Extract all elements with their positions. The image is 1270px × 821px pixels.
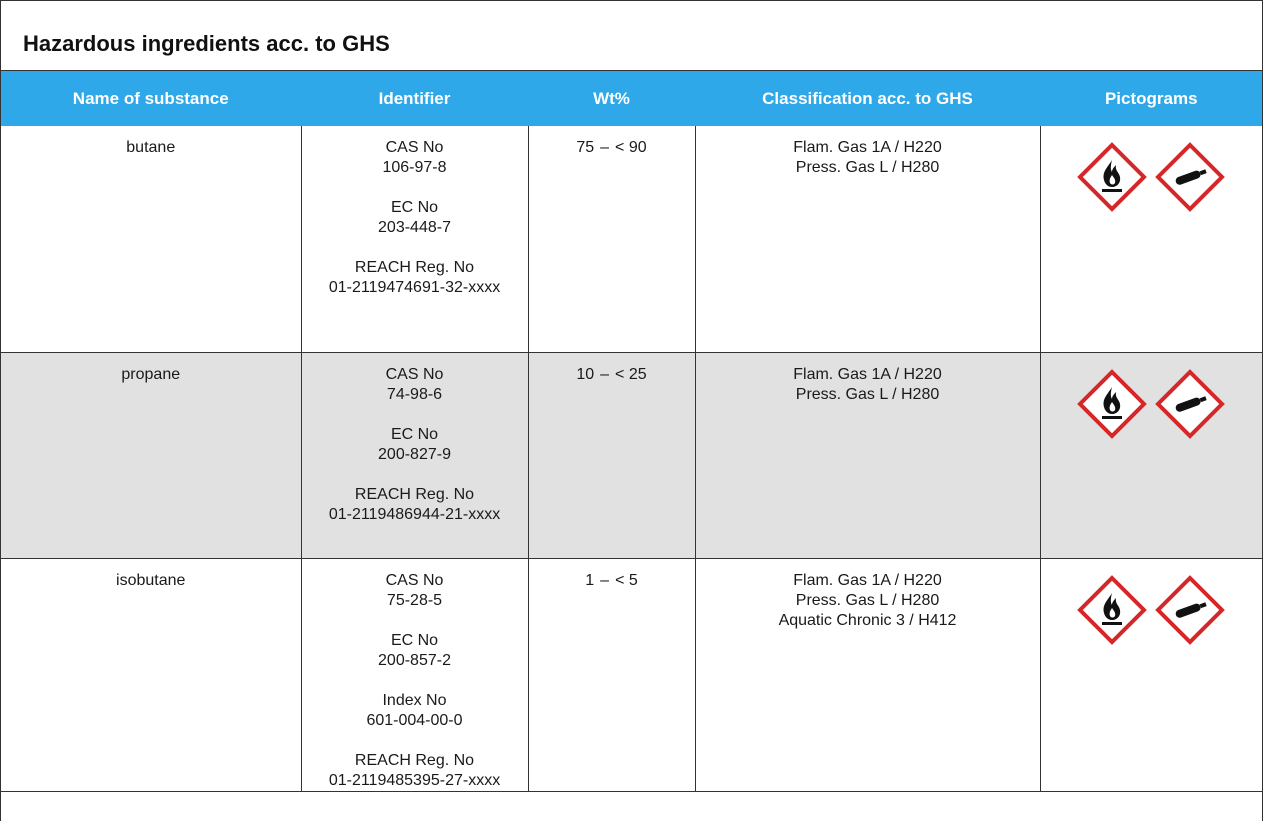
identifier-value: 75-28-5	[386, 591, 443, 609]
identifier-label: REACH Reg. No	[354, 259, 475, 276]
gas-cylinder-icon	[1155, 369, 1225, 439]
identifier-label: REACH Reg. No	[354, 751, 475, 769]
ingredients-table	[1, 71, 1262, 792]
column-header-pictograms: Pictograms	[1040, 71, 1262, 126]
identifier-cell	[301, 352, 528, 558]
wt-high: < 25	[615, 365, 647, 383]
flame-icon	[1077, 369, 1147, 439]
identifier-value: 106-97-8	[382, 159, 447, 176]
flame-icon	[1077, 142, 1147, 212]
column-header-wt: Wt%	[528, 71, 695, 126]
wt-low: 1	[585, 571, 595, 589]
classification-entry: Press. Gas L / H280	[795, 591, 940, 609]
identifier-label: CAS No	[385, 139, 444, 156]
wt-range	[533, 365, 691, 385]
column-header-classification: Classification acc. to GHS	[695, 71, 1040, 126]
identifier-block	[306, 258, 524, 298]
wt-low: 10	[576, 365, 595, 383]
identifier-cell	[301, 558, 528, 791]
pictograms-cell	[1040, 126, 1262, 352]
section-title: Hazardous ingredients acc. to GHS	[1, 1, 1262, 71]
column-header-identifier: Identifier	[301, 71, 528, 126]
identifier-label: Index No	[382, 691, 447, 709]
identifier-label: EC No	[390, 425, 439, 443]
identifier-block	[306, 631, 524, 671]
classification-entry: Flam. Gas 1A / H220	[793, 139, 942, 156]
classification-entry: Press. Gas L / H280	[795, 385, 940, 403]
wt-cell	[528, 126, 695, 352]
classification-cell	[695, 352, 1040, 558]
identifier-cell	[301, 126, 528, 352]
pictogram-group	[1045, 571, 1259, 645]
identifier-label: CAS No	[385, 571, 444, 589]
pictogram-group	[1045, 138, 1259, 212]
wt-high: < 90	[615, 139, 647, 156]
identifier-value: 200-857-2	[378, 651, 451, 669]
identifier-value: 01-2119486944-21-xxxx	[328, 505, 501, 523]
identifier-label: EC No	[390, 199, 439, 216]
table-row	[1, 352, 1262, 558]
identifier-value: 203-448-7	[378, 219, 451, 236]
classification-cell	[695, 126, 1040, 352]
identifier-value: 74-98-6	[386, 385, 443, 403]
pictograms-cell	[1040, 352, 1262, 558]
identifier-value: 01-2119474691-32-xxxx	[328, 279, 501, 296]
identifier-block	[306, 691, 524, 731]
identifier-block	[306, 751, 524, 791]
identifier-value: 601-004-00-0	[366, 711, 463, 729]
identifier-block	[306, 365, 524, 405]
flame-icon	[1077, 575, 1147, 645]
classification-entry: Flam. Gas 1A / H220	[793, 365, 942, 383]
identifier-label: REACH Reg. No	[354, 485, 475, 503]
identifier-label: EC No	[390, 631, 439, 649]
table-header-row	[1, 71, 1262, 126]
table-row	[1, 558, 1262, 791]
classification-entry: Flam. Gas 1A / H220	[793, 571, 942, 589]
table-row	[1, 126, 1262, 352]
pictogram-group	[1045, 365, 1259, 439]
wt-dash: –	[600, 365, 610, 383]
gas-cylinder-icon	[1155, 142, 1225, 212]
identifier-block	[306, 485, 524, 525]
table-body	[1, 126, 1262, 791]
wt-cell	[528, 352, 695, 558]
identifier-value: 01-2119485395-27-xxxx	[328, 771, 501, 789]
wt-high: < 5	[615, 571, 638, 589]
classification-cell	[695, 558, 1040, 791]
identifier-label: CAS No	[385, 365, 444, 383]
pictograms-cell	[1040, 558, 1262, 791]
wt-range	[533, 138, 691, 158]
identifier-block	[306, 425, 524, 465]
wt-cell	[528, 558, 695, 791]
identifier-block	[306, 198, 524, 238]
wt-range	[533, 571, 691, 591]
column-header-name: Name of substance	[1, 71, 301, 126]
identifier-block	[306, 571, 524, 611]
wt-low: 75	[576, 139, 595, 156]
wt-dash: –	[600, 571, 610, 589]
identifier-value: 200-827-9	[378, 445, 451, 463]
identifier-block	[306, 138, 524, 178]
substance-name: butane	[1, 126, 301, 352]
substance-name: propane	[1, 352, 301, 558]
gas-cylinder-icon	[1155, 575, 1225, 645]
wt-dash: –	[600, 139, 610, 156]
substance-name: isobutane	[1, 558, 301, 791]
classification-entry: Press. Gas L / H280	[795, 159, 940, 176]
classification-entry: Aquatic Chronic 3 / H412	[778, 611, 957, 629]
